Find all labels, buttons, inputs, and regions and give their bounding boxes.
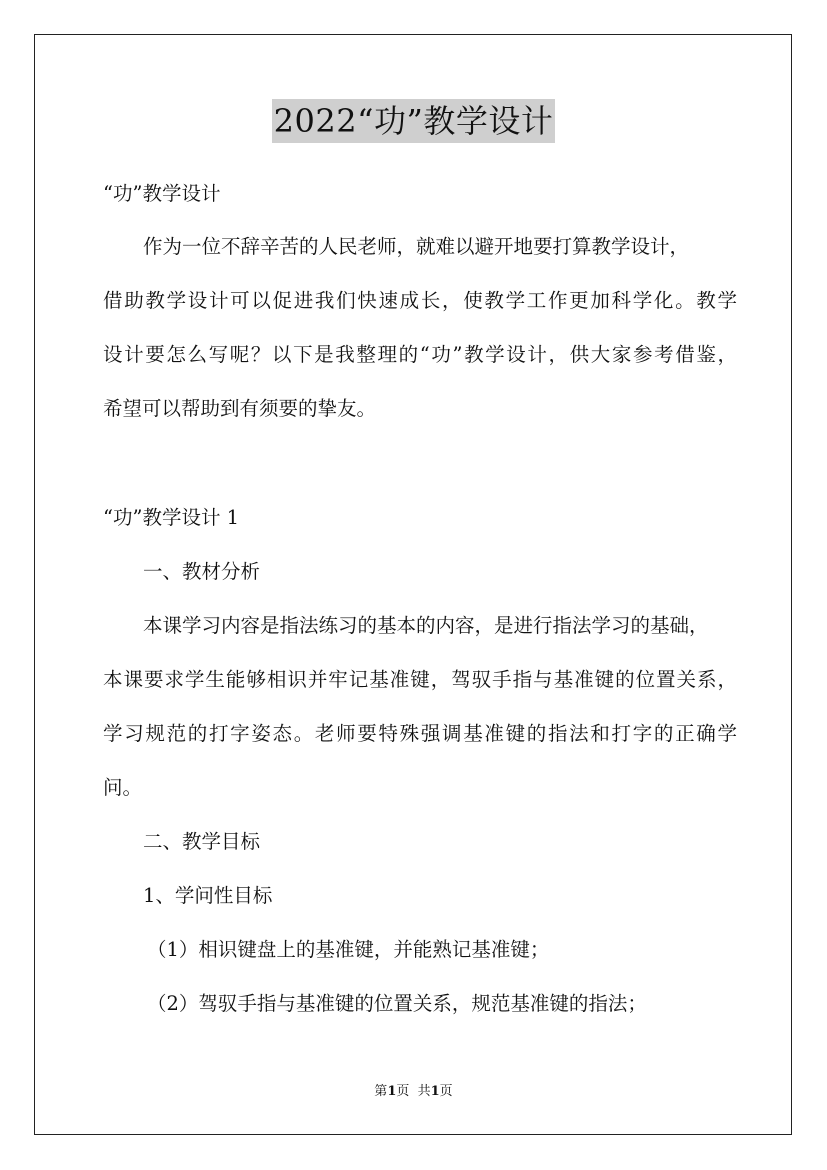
page-footer bbox=[0, 1083, 827, 1101]
title-container bbox=[0, 99, 827, 143]
goal1-item-2: （2）驾驭手指与基准键的位置关系，规范基准键的指法； bbox=[147, 992, 647, 1015]
footer-suffix: 页 bbox=[439, 1084, 453, 1099]
footer-prefix: 第 bbox=[374, 1084, 388, 1099]
part1-heading: 一、教材分析 bbox=[143, 560, 261, 583]
intro-line-4: 希望可以帮助到有须要的挚友。 bbox=[103, 397, 377, 420]
part1-line-2: 本课要求学生能够相识并牢记基准键，驾驭手指与基准键的位置关系， bbox=[103, 668, 737, 691]
part2-heading: 二、教学目标 bbox=[143, 830, 261, 853]
goal1-heading: 1、学问性目标 bbox=[143, 884, 273, 907]
footer-middle: 页 共 bbox=[396, 1084, 431, 1099]
document-subtitle: “功”教学设计 bbox=[103, 182, 221, 205]
part1-line-4: 问。 bbox=[103, 776, 143, 799]
intro-line-1: 作为一位不辞辛苦的人民老师，就难以避开地要打算教学设计， bbox=[143, 235, 690, 258]
intro-line-2: 借助教学设计可以促进我们快速成长，使教学工作更加科学化。教学 bbox=[103, 289, 737, 312]
footer-total-pages: 1 bbox=[430, 1084, 440, 1099]
intro-line-3: 设计要怎么写呢？以下是我整理的“功”教学设计，供大家参考借鉴， bbox=[103, 343, 737, 366]
goal1-item-1: （1）相识键盘上的基准键，并能熟记基准键； bbox=[147, 938, 550, 961]
footer-page-number: 1 bbox=[387, 1084, 397, 1099]
part1-line-3: 学习规范的打字姿态。老师要特殊强调基准键的指法和打字的正确学 bbox=[103, 722, 737, 745]
section-heading: “功”教学设计 1 bbox=[103, 506, 240, 529]
part1-line-1: 本课学习内容是指法练习的基本的内容，是进行指法学习的基础， bbox=[143, 614, 709, 637]
page-title: 2022“功”教学设计 bbox=[272, 99, 556, 143]
